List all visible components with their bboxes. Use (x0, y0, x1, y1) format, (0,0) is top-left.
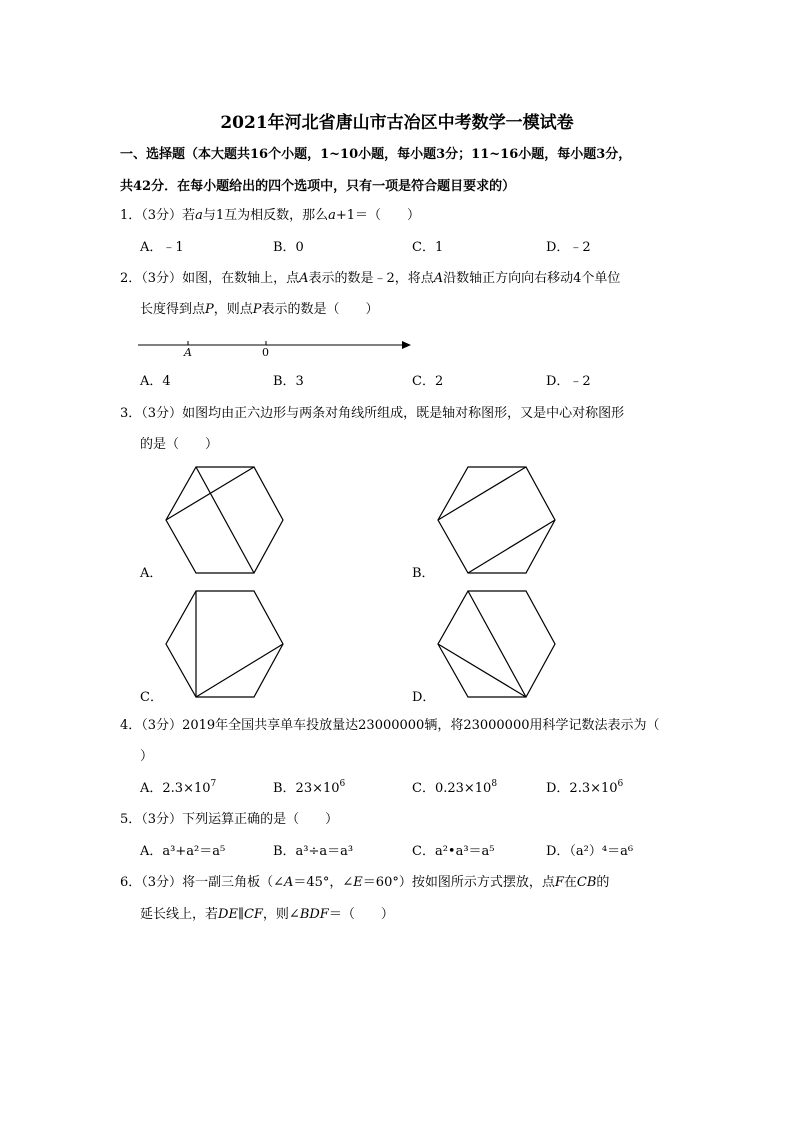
q2-text: ，则点 (213, 302, 253, 317)
question-4-stem-line1 (120, 717, 659, 735)
question-number: 5． (120, 812, 142, 827)
question-number: 1． (120, 208, 142, 223)
question-3-stem-line2: 的是（ ） (140, 437, 219, 452)
question-6-stem-line1 (120, 874, 609, 892)
question-number: 3． (120, 406, 142, 421)
q1-option-b[interactable]: B．0 (273, 240, 304, 255)
q6-text: ＝45°，∠ (293, 875, 354, 890)
question-5-stem (120, 811, 338, 829)
q6-text: 将一副三角板（∠ (182, 875, 284, 890)
q2-text: 如图，在数轴上，点 (182, 271, 300, 286)
q2-point-a: A (299, 271, 309, 286)
question-number: 6． (120, 875, 142, 890)
question-4-stem-line2: ） (140, 749, 154, 764)
option-text: A．2.3×10 (140, 781, 211, 796)
q6-var: E (353, 875, 363, 890)
question-score: （3分） (141, 812, 183, 827)
q6-text: 在 (563, 875, 577, 890)
q6-var: A (283, 875, 294, 890)
q3-option-a-label[interactable]: A． (140, 566, 163, 581)
question-number: 2． (120, 271, 142, 286)
q4-option-c[interactable] (412, 780, 497, 798)
axis-label-a: A (184, 346, 192, 359)
hexagon-b (438, 467, 555, 573)
q5-option-d[interactable]: D．（a²）⁴＝a⁶ (546, 844, 634, 859)
q5-option-c[interactable]: C．a²•a³＝a⁵ (412, 844, 495, 859)
q6-var: DE (218, 907, 238, 922)
q2-text: 表示的数是﹣2，将点 (308, 271, 434, 286)
section-header-line2: 共42分．在每小题给出的四个选项中，只有一项是符合题目要求的） (120, 179, 516, 194)
q3-option-d-label[interactable]: D． (412, 690, 436, 705)
question-score: （3分） (141, 406, 183, 421)
q6-text: 延长线上，若 (140, 907, 219, 922)
q2-text: 沿数轴正方向向右移动4个单位 (443, 271, 621, 286)
q2-point-p: P (252, 302, 262, 317)
q1-option-d[interactable]: D．﹣2 (546, 240, 591, 255)
exponent: 6 (339, 779, 346, 789)
question-score: （3分） (141, 718, 183, 733)
hexagon-c (166, 591, 283, 697)
q6-text: 的 (596, 875, 610, 890)
option-text: B．23×10 (273, 781, 340, 796)
q2-option-a[interactable]: A．4 (140, 374, 171, 389)
exponent: 7 (210, 779, 217, 789)
q6-var: CB (576, 875, 597, 890)
q6-text: ∥ (237, 907, 244, 922)
q1-var-a: a (328, 208, 336, 223)
axis-label-zero: 0 (262, 346, 269, 359)
q5-option-b[interactable]: B．a³÷a＝a³ (273, 844, 354, 859)
q6-var: BDF (299, 907, 329, 922)
q1-text: 与1互为相反数，那么 (202, 208, 329, 223)
q4-option-d[interactable] (546, 780, 623, 798)
q1-option-c[interactable]: C．1 (412, 240, 444, 255)
page-title: 2021年河北省唐山市古冶区中考数学一模试卷 (220, 113, 574, 133)
q2-point-a: A (433, 271, 444, 286)
question-6-stem-line2 (140, 906, 394, 924)
q2-text: 长度得到点 (140, 302, 206, 317)
q4-text: 2019年全国共享单车投放量达23000000辆，将23000000用科学记数法表示为（ (182, 718, 660, 733)
q1-var-a: a (195, 208, 203, 223)
q2-option-b[interactable]: B．3 (273, 374, 304, 389)
question-score: （3分） (141, 875, 183, 890)
q6-text: ＝60°）按如图所示方式摆放，点 (362, 875, 555, 890)
q6-text: ，则∠ (262, 907, 300, 922)
q1-text: +1＝（ ） (335, 208, 421, 223)
question-score: （3分） (141, 271, 183, 286)
q6-var: F (554, 875, 564, 890)
q1-option-a[interactable]: A．﹣1 (140, 240, 184, 255)
q2-text: 表示的数是（ ） (261, 302, 379, 317)
q4-option-b[interactable] (273, 780, 345, 798)
q2-option-c[interactable]: C．2 (412, 374, 444, 389)
q5-text: 下列运算正确的是（ ） (182, 812, 339, 827)
q6-text: ＝（ ） (328, 907, 394, 922)
question-number: 4． (120, 718, 142, 733)
question-score: （3分） (141, 208, 183, 223)
hexagon-d (438, 591, 555, 697)
q3-text: 如图均由正六边形与两条对角线所组成，既是轴对称图形，又是中心对称图形 (182, 406, 625, 421)
hexagon-a (166, 467, 283, 573)
option-text: C．0.23×10 (412, 781, 492, 796)
exponent: 6 (617, 779, 624, 789)
q6-var: CF (243, 907, 263, 922)
q4-option-a[interactable] (140, 780, 216, 798)
q3-option-c-label[interactable]: C． (140, 690, 163, 705)
q3-option-b-label[interactable]: B． (412, 566, 435, 581)
q2-option-d[interactable]: D．﹣2 (546, 374, 591, 389)
section-header-line1: 一、选择题（本大题共16个小题，1~10小题，每小题3分；11~16小题，每小题3分， (120, 147, 632, 162)
q2-point-p: P (205, 302, 214, 317)
q1-text: 若 (182, 208, 196, 223)
option-text: D．2.3×10 (546, 781, 618, 796)
exponent: 8 (491, 779, 498, 789)
q5-option-a[interactable]: A．a³+a²＝a⁵ (140, 844, 226, 859)
